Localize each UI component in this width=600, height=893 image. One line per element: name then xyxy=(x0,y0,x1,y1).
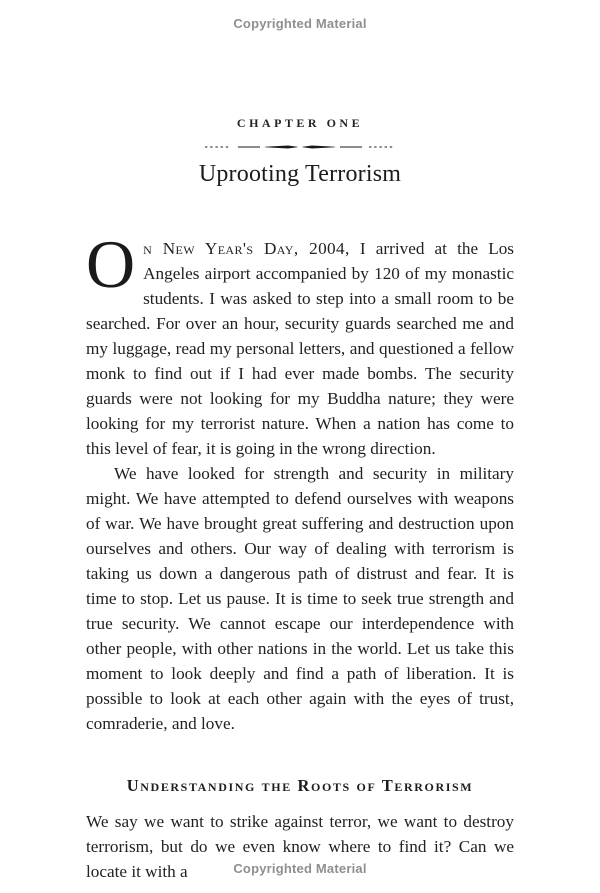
opening-paragraph-text: I arrived at the Los Angeles airport accompanied by 120 of my monastic students. I was asked to step into a small room to be searched. For over an hour, security guards searched me and my luggage, read my personal letters, and questioned a fellow monk to find out if I had ever made bombs. The security guards were not looking for my Buddha nature; they were looking for my terrorist nature. When a nation has come to this level of fear, it is going in the wrong direction. xyxy=(86,239,515,458)
section-heading: Understanding the Roots of Terrorism xyxy=(126,776,474,795)
smallcaps-lead: n New Year's Day, 2004, xyxy=(143,239,350,258)
chapter-label: CHAPTER ONE xyxy=(236,116,364,130)
chapter-title: Uprooting Terrorism xyxy=(198,161,402,187)
tapered-rule-divider-icon xyxy=(204,141,396,153)
paragraph-3: We say we want to strike against terror, we want to destroy terrorism, but do we even know where to find it? Can we locate it with a xyxy=(86,812,514,881)
copyright-notice-bottom: Copyrighted Material xyxy=(233,861,367,876)
paragraph-2: We have looked for strength and security in military might. We have attempted to defend ourselves with weapons of war. We have brought great suffering and destruction upon ourselves and others. Our way of dealing with terrorism is taking us down a dangerous path of distrust and fear. It is time to stop. Let us pause. It is time to seek true strength and true security. We cannot escape our interdependence with other people, with other nations in the world. Let us take this moment to look deeply and find a path of liberation. It is possible to look at each other again with the eyes of trust, comraderie, and love. xyxy=(86,464,514,733)
body-text xyxy=(86,226,515,884)
dropcap-letter: O xyxy=(86,226,136,302)
paragraph-opening xyxy=(86,226,515,461)
copyright-notice-top: Copyrighted Material xyxy=(233,16,367,31)
ornament-divider xyxy=(0,141,600,153)
